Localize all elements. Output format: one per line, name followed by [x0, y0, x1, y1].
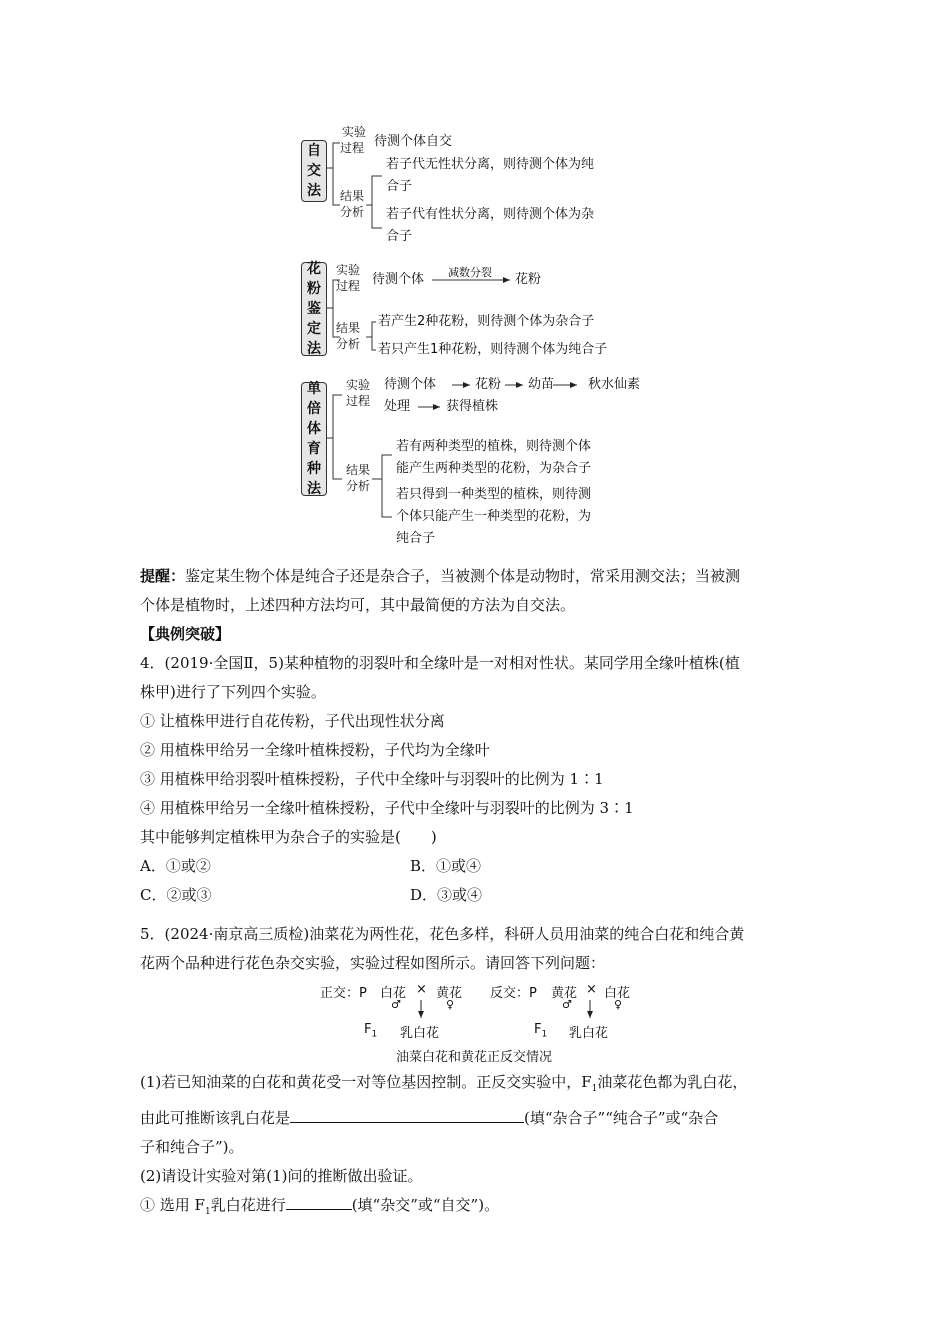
label-line: 过程: [340, 141, 365, 155]
question-5-sub: [140, 1068, 820, 1227]
title-char: 粉: [307, 281, 321, 297]
label-line: 实验: [342, 125, 367, 139]
title-char: 育: [307, 441, 321, 457]
label-line: 分析: [336, 337, 361, 351]
result-label: [340, 188, 364, 220]
title-char: 倍: [307, 401, 321, 417]
q4-options-row-2: [140, 881, 820, 910]
q5-sub1-line-3: 子和纯合子”)。: [140, 1138, 244, 1156]
result-label: [336, 320, 360, 352]
tip-text: 鉴定某生物个体是纯合子还是杂合子，当被测个体是动物时，常采用测交法；当被测: [185, 567, 741, 585]
title-char: 交: [307, 163, 321, 179]
reverse-f1-label: [534, 1022, 547, 1040]
title-char: 法: [307, 183, 321, 199]
answer-blank-2[interactable]: [286, 1191, 352, 1210]
title-char: 法: [307, 341, 321, 357]
q4-stem-line-1: 4．(2019·全国Ⅱ，5)某种植物的羽裂叶和全缘叶是一对相对性状。某同学用全缘叶植株(植: [140, 654, 740, 672]
result-text-1: [386, 154, 594, 198]
process-label: [336, 262, 360, 294]
male-symbol: ♂: [562, 998, 572, 1011]
pollen-process-to: 花粉: [515, 272, 542, 287]
subscript: 1: [591, 1084, 598, 1094]
haploid-step-6: 获得植株: [446, 399, 499, 414]
q4-item-2: ② 用植株甲给另一全缘叶植株授粉，子代均为全缘叶: [140, 741, 490, 759]
tip-line-1: [140, 562, 820, 591]
q5-sub1-line-1: [140, 1068, 820, 1104]
text-line: 合子: [386, 179, 413, 194]
option-c[interactable]: C．②或③: [140, 886, 212, 904]
q4-item-4: ④ 用植株甲给另一全缘叶植株授粉，子代中全缘叶与羽裂叶的比例为 3∶1: [140, 799, 634, 817]
title-char: 体: [307, 421, 321, 437]
q5-stem-line-2: 花两个品种进行花色杂交实验，实验过程如图所示。请回答下列问题：: [140, 954, 606, 972]
forward-cross-sign: ×: [416, 982, 427, 997]
text-line: 若有两种类型的植株，则待测个体: [396, 439, 592, 454]
reverse-female: 白花: [604, 986, 631, 1001]
text: 由此可推断该乳白花是: [140, 1109, 291, 1127]
tip-paragraph: [140, 562, 820, 620]
q5-sub2-item-1: [140, 1191, 820, 1227]
text-line: 合子: [386, 229, 413, 244]
answer-blank-1[interactable]: [290, 1104, 524, 1123]
text: (填“杂合子”“纯合子”或“杂合: [524, 1109, 719, 1127]
process-label: [342, 124, 366, 156]
female-symbol: ♀: [614, 998, 623, 1011]
method-diagram: [0, 0, 950, 560]
text: 油菜花色都为乳白花，: [597, 1073, 748, 1091]
haploid-step-1: 待测个体: [384, 377, 437, 392]
text: ① 选用 F: [140, 1196, 205, 1214]
title-char: 定: [307, 321, 321, 337]
q4-stem-line-2: 株甲)进行了下列四个实验。: [140, 683, 326, 701]
haploid-result-2: [396, 484, 591, 550]
subscript: 1: [204, 1207, 211, 1217]
label-line: 结果: [346, 463, 371, 477]
q5-stem-line-1: 5．(2024·南京高三质检)油菜花为两性花，花色多样，科研人员用油菜的纯合白花和纯合黄: [140, 925, 745, 943]
f1-letter: F: [364, 1022, 372, 1037]
female-symbol: ♀: [446, 998, 455, 1011]
f1-letter: F: [534, 1022, 542, 1037]
text-line: 能产生两种类型的花粉，为杂合子: [396, 461, 592, 476]
q4-options-row-1: [140, 852, 820, 881]
result-label: [346, 462, 370, 494]
haploid-step-5: 处理: [384, 399, 411, 414]
q5-sub2: (2)请设计实验对第(1)问的推断做出验证。: [140, 1167, 423, 1185]
haploid-step-3: 幼苗: [528, 377, 555, 392]
male-symbol: ♂: [391, 998, 401, 1011]
meiosis-arrow-label: 减数分裂: [448, 266, 492, 279]
pollen-id-title-box: [301, 262, 327, 356]
text-line: 个体只能产生一种类型的花粉，为: [396, 509, 592, 524]
reverse-cross-sign: ×: [586, 982, 597, 997]
q4-item-1: ① 让植株甲进行自花传粉，子代出现性状分离: [140, 712, 445, 730]
haploid-title-box: [301, 382, 327, 496]
label-line: 结果: [336, 321, 361, 335]
forward-f1-label: [364, 1022, 377, 1040]
reverse-f1-result: 乳白花: [569, 1026, 609, 1041]
haploid-result-1: [396, 436, 591, 480]
option-d[interactable]: D．③或④: [410, 886, 483, 904]
haploid-step-4: 秋水仙素: [588, 377, 641, 392]
forward-male: 白花: [380, 986, 407, 1001]
title-char: 鉴: [307, 301, 321, 317]
haploid-step-2: 花粉: [475, 377, 502, 392]
title-char: 单: [307, 381, 321, 397]
option-b[interactable]: B．①或④: [410, 857, 482, 875]
section-title: 【典例突破】: [140, 625, 231, 643]
figure-caption: 油菜白花和黄花正反交情况: [396, 1050, 553, 1065]
text: 乳白花进行: [210, 1196, 286, 1214]
question-5-stem: [140, 920, 820, 978]
tip-line-2: 个体是植物时，上述四种方法均可，其中最简便的方法为自交法。: [140, 596, 576, 614]
pollen-process-from: 待测个体: [372, 272, 425, 287]
label-line: 分析: [346, 479, 371, 493]
pollen-result-1: 若产生2种花粉，则待测个体为杂合子: [378, 314, 595, 329]
text: (填“杂交”或“自交”)。: [351, 1196, 500, 1214]
reverse-cross-label: 反交：P: [490, 986, 537, 1001]
text-line: 若子代无性状分离，则待测个体为纯: [386, 157, 595, 172]
title-char: 花: [307, 261, 321, 277]
question-4: [140, 649, 820, 910]
q4-item-3: ③ 用植株甲给羽裂叶植株授粉，子代中全缘叶与羽裂叶的比例为 1∶1: [140, 770, 604, 788]
label-line: 实验: [336, 263, 361, 277]
forward-female: 黄花: [436, 986, 463, 1001]
tip-label: 提醒：: [140, 567, 186, 585]
q5-sub1-line-2: [140, 1104, 820, 1133]
process-text: 待测个体自交: [374, 134, 453, 149]
forward-f1-result: 乳白花: [400, 1026, 440, 1041]
forward-cross-label: 正交：P: [320, 986, 367, 1001]
result-text-2: [386, 204, 594, 248]
title-char: 自: [307, 143, 321, 159]
label-line: 过程: [346, 394, 371, 408]
text: (1)若已知油菜的白花和黄花受一对等位基因控制。正反交实验中，F: [140, 1073, 592, 1091]
reverse-male: 黄花: [551, 986, 578, 1001]
text-line: 若子代有性状分离，则待测个体为杂: [386, 207, 595, 222]
label-line: 实验: [346, 378, 371, 392]
label-line: 结果: [340, 189, 365, 203]
label-line: 分析: [340, 205, 365, 219]
q4-question: 其中能够判定植株甲为杂合子的实验是( ): [140, 828, 437, 846]
process-label: [346, 377, 370, 409]
f1-subscript: 1: [371, 1029, 378, 1040]
title-char: 法: [307, 481, 321, 497]
pollen-result-2: 若只产生1种花粉，则待测个体为纯合子: [378, 342, 608, 357]
f1-subscript: 1: [541, 1029, 548, 1040]
title-char: 种: [307, 461, 321, 477]
text-line: 若只得到一种类型的植株，则待测: [396, 487, 592, 502]
self-cross-title-box: [301, 140, 327, 202]
text-line: 纯合子: [396, 531, 436, 546]
option-a[interactable]: A．①或②: [140, 857, 211, 875]
label-line: 过程: [336, 279, 361, 293]
